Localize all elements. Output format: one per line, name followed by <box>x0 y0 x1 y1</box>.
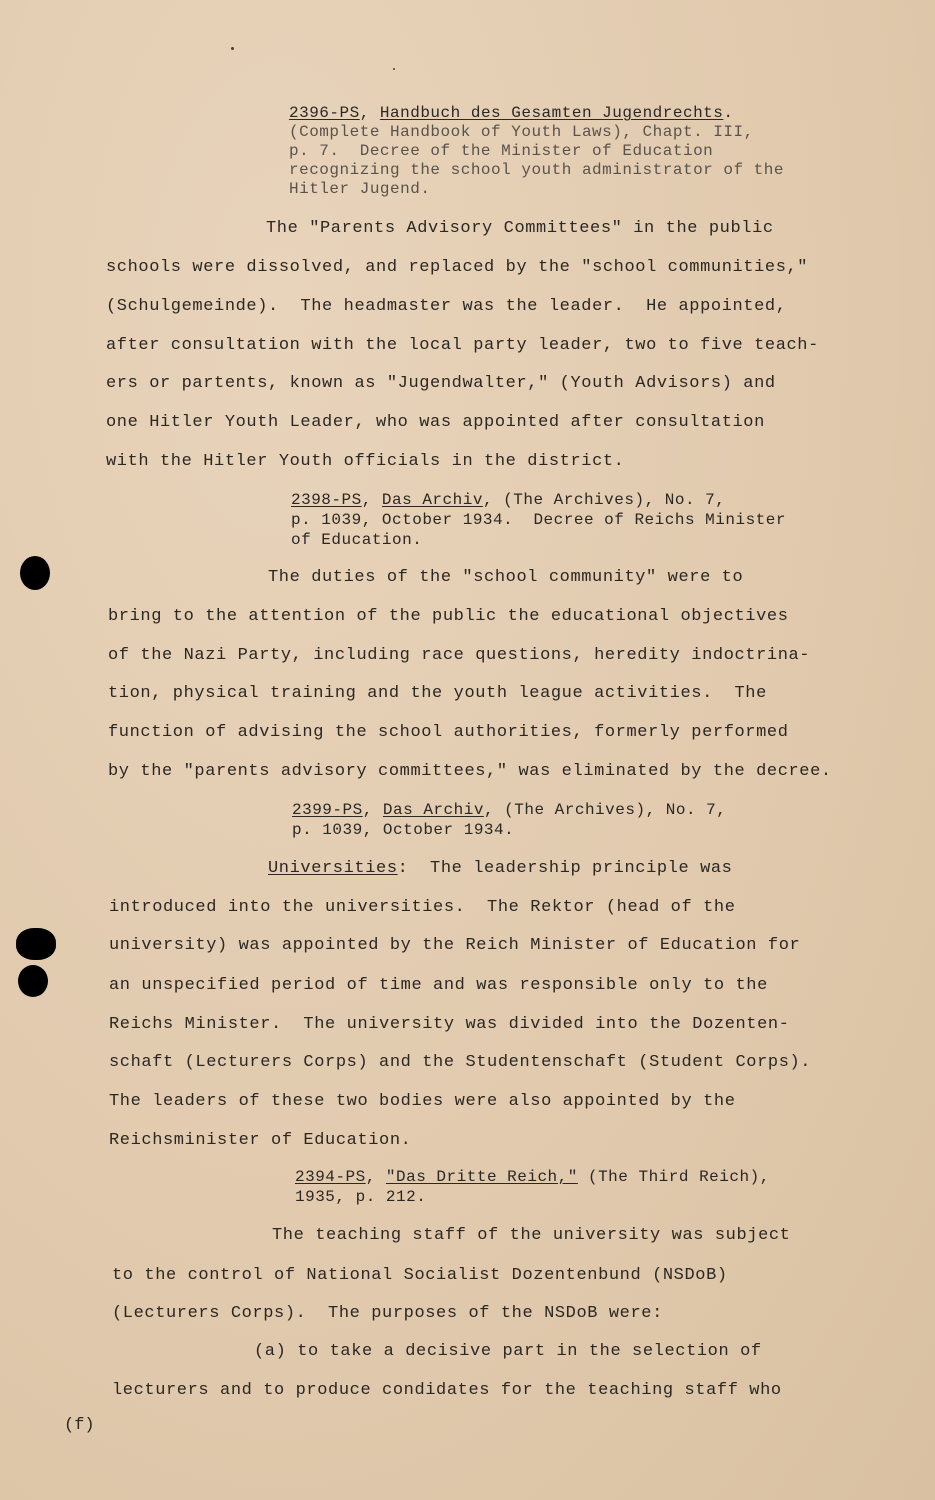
citation-ref: 2399-PS <box>292 801 363 819</box>
body-line: Reichsminister of Education. <box>109 1131 412 1150</box>
speck <box>393 68 395 70</box>
citation-line: recognizing the school youth administrator of the <box>289 161 784 179</box>
citation-line: 2396-PS, Handbuch des Gesamten Jugendrechts. <box>289 104 734 122</box>
body-line: tion, physical training and the youth league activities. The <box>108 684 767 703</box>
punch-hole <box>16 928 56 960</box>
body-line: university) was appointed by the Reich Minister of Education for <box>109 936 801 955</box>
citation-line: (Complete Handbook of Youth Laws), Chapt. III, <box>289 123 754 141</box>
body-line: function of advising the school authorities, formerly performed <box>108 723 789 742</box>
page-folio: (f) <box>64 1416 95 1435</box>
citation-title: "Das Dritte Reich," <box>385 1168 578 1186</box>
citation-line: p. 1039, October 1934. <box>292 821 515 839</box>
body-line: schaft (Lecturers Corps) and the Studentenschaft (Student Corps). <box>109 1053 812 1072</box>
body-line: of the Nazi Party, including race questions, heredity indoctrina- <box>108 646 811 665</box>
body-line: Universities: The leadership principle was <box>268 859 733 878</box>
speck <box>231 47 234 50</box>
citation-line: 2394-PS, "Das Dritte Reich," (The Third Reich), <box>295 1168 770 1186</box>
citation-line: 1935, p. 212. <box>295 1188 427 1206</box>
citation-line: p. 1039, October 1934. Decree of Reichs Minister <box>291 511 786 529</box>
citation-title: Das Archiv <box>382 801 484 819</box>
punch-hole <box>20 556 50 590</box>
punch-hole <box>18 965 48 997</box>
citation-ref: 2396-PS <box>289 104 360 122</box>
body-line: introduced into the universities. The Rektor (head of the <box>109 898 736 917</box>
body-line: to the control of National Socialist Dozentenbund (NSDoB) <box>112 1266 728 1285</box>
body-line: The teaching staff of the university was subject <box>272 1226 791 1245</box>
citation-ref: 2394-PS <box>295 1168 366 1186</box>
citation-title: Handbuch des Gesamten Jugendrechts <box>379 104 724 122</box>
body-line: The "Parents Advisory Committees" in the public <box>266 219 774 238</box>
body-line: (Lecturers Corps). The purposes of the NSDoB were: <box>112 1304 663 1323</box>
body-line: bring to the attention of the public the educational objectives <box>108 607 789 626</box>
citation-line: of Education. <box>291 531 423 549</box>
body-line: (Schulgemeinde). The headmaster was the leader. He appointed, <box>106 297 787 316</box>
body-line: The leaders of these two bodies were also appointed by the <box>109 1092 736 1111</box>
citation-line: 2398-PS, Das Archiv, (The Archives), No. 7, <box>291 491 726 509</box>
citation-line: Hitler Jugend. <box>289 180 431 198</box>
body-line: ers or partents, known as "Jugendwalter," (Youth Advisors) and <box>106 374 776 393</box>
body-line: one Hitler Youth Leader, who was appointed after consultation <box>106 413 765 432</box>
body-line: lecturers and to produce condidates for the teaching staff who <box>112 1381 782 1400</box>
body-line: after consultation with the local party leader, two to five teach- <box>106 336 819 355</box>
body-line: by the "parents advisory committees," was eliminated by the decree. <box>108 762 832 781</box>
body-line: an unspecified period of time and was responsible only to the <box>109 976 768 995</box>
citation-title: Das Archiv <box>381 491 483 509</box>
citation-line: p. 7. Decree of the Minister of Education <box>289 142 714 160</box>
citation-ref: 2398-PS <box>291 491 362 509</box>
body-line: The duties of the "school community" were to <box>268 568 744 587</box>
section-heading: Universities <box>268 859 398 878</box>
body-line: with the Hitler Youth officials in the district. <box>106 452 625 471</box>
body-line: (a) to take a decisive part in the selection of <box>254 1342 762 1361</box>
citation-line: 2399-PS, Das Archiv, (The Archives), No. 7, <box>292 801 727 819</box>
body-line: schools were dissolved, and replaced by the "school communities," <box>106 258 809 277</box>
body-line: Reichs Minister. The university was divided into the Dozenten- <box>109 1015 790 1034</box>
